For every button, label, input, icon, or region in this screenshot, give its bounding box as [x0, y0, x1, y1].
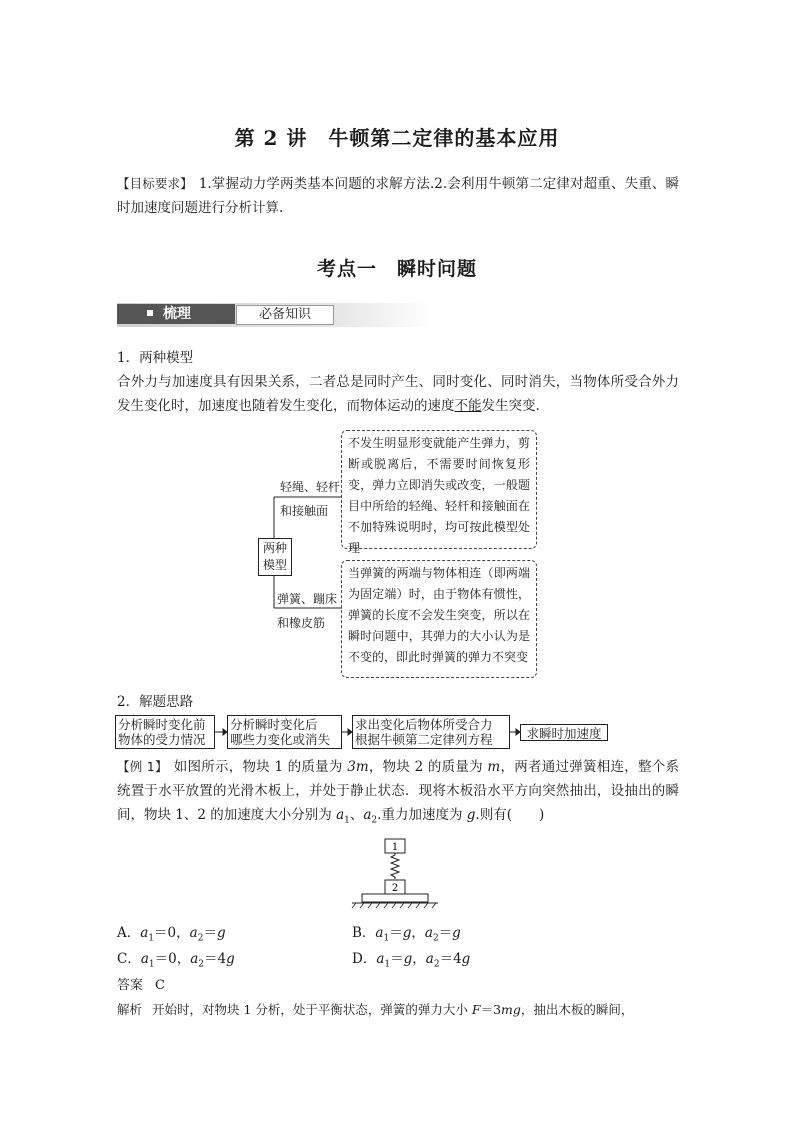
- section1-text-underlined: 不能: [454, 398, 482, 414]
- goal-paragraph: [117, 172, 679, 220]
- analysis-label: 解析: [117, 1002, 143, 1017]
- goal-text: 1.掌握动力学两类基本问题的求解方法.2.会利用牛顿第二定律对超重、失重、瞬时加速度问题进行分析计算.: [117, 176, 679, 216]
- example-text-5: .则有( ): [475, 807, 545, 823]
- choice-d-s1: 1: [384, 959, 391, 970]
- choice-d-a2: a: [425, 951, 434, 967]
- choice-a[interactable]: [117, 921, 226, 944]
- choice-a-a1: a: [140, 925, 149, 941]
- flow-step-3-line2: 根据牛顿第二定律列方程: [355, 732, 493, 747]
- choice-b-label: B．: [352, 925, 376, 941]
- flow-step-2-line1: 分析瞬时变化后: [230, 717, 318, 732]
- choice-d-a1: a: [376, 951, 385, 967]
- diagram-center-line1: 两种: [262, 541, 287, 555]
- choice-c-s2: 2: [198, 959, 205, 970]
- flow-step-3-line1: 求出变化后物体所受合力: [355, 717, 493, 732]
- choice-b-s1: 1: [383, 933, 390, 944]
- branch1-description-box: 不发生明显形变就能产生弹力，剪断或脱离后，不需要时间恢复形变，弹力立即消失或改变，一般题目中所给的轻绳、轻杆和接触面在不加特殊说明时，均可按此模型处理: [341, 430, 537, 549]
- block-1-label: 1: [391, 842, 399, 853]
- spring-icon: [391, 853, 399, 879]
- example-label: 【例 1】: [117, 759, 168, 774]
- arrow-right-icon: [516, 729, 520, 735]
- flow-step-1-line1: 分析瞬时变化前: [118, 717, 206, 732]
- choice-b-v1: g: [402, 925, 412, 941]
- choice-d-eq1: ＝: [390, 951, 404, 967]
- choice-b-eq2: ＝: [438, 925, 453, 941]
- flow-step-4: 求瞬时加速度: [520, 724, 608, 741]
- choice-b-a2: a: [424, 925, 433, 941]
- choice-a-label: A．: [117, 925, 141, 941]
- choice-a-s2: 2: [197, 933, 204, 944]
- choice-c-eq2: ＝4: [204, 951, 227, 967]
- goal-label: 【目标要求】: [117, 176, 193, 191]
- arrow-right-icon: [223, 729, 227, 735]
- choice-a-eq1: ＝0，: [154, 925, 190, 941]
- analysis-text-2: ＝3: [480, 1002, 502, 1017]
- section2-heading: 2．解题思路: [117, 694, 194, 710]
- example-paragraph: [117, 755, 679, 833]
- banner-light-tab: 必备知识: [236, 305, 334, 325]
- example-text-2: ，物块 2 的质量为: [368, 759, 488, 775]
- example-a2-sub: 2: [371, 815, 378, 826]
- spring-blocks-figure: [340, 835, 450, 915]
- choice-a-a2: a: [189, 925, 198, 941]
- choice-b-v2: g: [452, 925, 461, 941]
- choice-c-a2: a: [190, 951, 199, 967]
- branch1-label-line1: 轻绳、轻杆: [280, 480, 341, 494]
- analysis-line: [117, 1000, 683, 1018]
- analysis-mg: mg: [501, 1002, 521, 1017]
- choice-d-v1: g: [403, 951, 413, 967]
- choice-d-s2: 2: [433, 959, 440, 970]
- page-title: 第 2 讲 牛顿第二定律的基本应用: [234, 126, 560, 150]
- banner-dark-tab: [117, 304, 235, 324]
- analysis-F: F: [471, 1002, 481, 1017]
- choice-b[interactable]: [352, 921, 461, 944]
- choice-d-eq2: ＝4: [439, 951, 462, 967]
- example-text-3: ，两者通过弹簧相连，整个系统置于水平放置的光滑木板上，并处于静止状态．现将木板沿水平方向突然抽出，设抽出的瞬间，物块 1、2 的加速度大小分别为: [117, 759, 680, 823]
- choice-d-comma: ，: [412, 951, 426, 967]
- analysis-text-3: ，抽出木板的瞬间，: [520, 1002, 634, 1017]
- section1-paragraph: [117, 370, 679, 418]
- example-a1: a: [336, 807, 345, 823]
- choice-b-eq1: ＝: [389, 925, 403, 941]
- answer-line: [117, 974, 165, 993]
- flow-step-1-line2: 物体的受力情况: [118, 732, 206, 747]
- kaodian-title: 考点一 瞬时问题: [316, 258, 477, 280]
- flow-arrows: [214, 726, 534, 738]
- choice-c-s1: 1: [148, 959, 155, 970]
- example-mass-2: m: [487, 759, 501, 775]
- branch2-label-line1: 弹簧、蹦床: [277, 592, 338, 606]
- diagram-center-box: [258, 538, 292, 576]
- choice-b-comma: ，: [411, 925, 425, 941]
- choice-b-a1: a: [375, 925, 384, 941]
- wooden-board: [362, 894, 428, 902]
- square-bullet-icon: [147, 310, 153, 316]
- analysis-text-1: 开始时，对物块 1 分析，处于平衡状态，弹簧的弹力大小: [152, 1002, 472, 1017]
- choice-c-a1: a: [140, 951, 149, 967]
- block-2-label: 2: [391, 883, 399, 894]
- choice-c-label: C．: [117, 951, 141, 967]
- example-text-1: 如图所示，物块 1 的质量为: [173, 759, 348, 775]
- answer-label: 答案: [117, 978, 144, 993]
- banner-dark-label: 梳理: [163, 306, 191, 322]
- diagram-center-line2: 模型: [262, 558, 287, 572]
- choice-b-s2: 2: [432, 933, 439, 944]
- example-g: g: [466, 807, 476, 823]
- branch2-label: [277, 589, 337, 633]
- choice-a-v2: g: [216, 925, 226, 941]
- answer-value: C: [155, 978, 165, 993]
- choice-c-eq1: ＝0，: [154, 951, 191, 967]
- choice-d[interactable]: [352, 947, 470, 970]
- choice-c[interactable]: [117, 947, 235, 970]
- choice-d-v2: g: [461, 951, 471, 967]
- example-text-4: .重力加速度为: [377, 807, 467, 823]
- example-sep: 、: [349, 807, 364, 823]
- ground-hatch: [352, 903, 436, 908]
- section1-text-b: 发生突变.: [481, 398, 540, 414]
- choice-c-v2: g: [226, 951, 235, 967]
- branch2-label-line2: 和橡皮筋: [277, 616, 326, 630]
- branch1-label-line2: 和接触面: [280, 504, 329, 518]
- example-a1-sub: 1: [344, 815, 350, 826]
- example-a2: a: [363, 807, 372, 823]
- branch2-description-box: 当弹簧的两端与物体相连（即两端为固定端）时，由于物体有惯性，弹簧的长度不会发生突变，所以在瞬时问题中，其弹力的大小认为是不变的，即此时弹簧的弹力不突变: [341, 560, 537, 678]
- choice-a-s1: 1: [148, 933, 155, 944]
- flow-step-2-line2: 哪些力变化或消失: [230, 732, 331, 747]
- flow-step-1: [115, 715, 215, 749]
- branch1-label: [280, 477, 340, 521]
- choice-a-eq2: ＝: [203, 925, 217, 941]
- arrow-right-icon: [348, 729, 352, 735]
- section1-heading: 1．两种模型: [117, 350, 194, 366]
- choice-d-label: D．: [352, 951, 377, 967]
- example-mass-1: 3m: [347, 759, 369, 775]
- section1-text-a: 合外力与加速度具有因果关系，二者总是同时产生、同时变化、同时消失，当物体所受合外力发生变化时，加速度也随着发生变化，而物体运动的速度: [117, 374, 679, 414]
